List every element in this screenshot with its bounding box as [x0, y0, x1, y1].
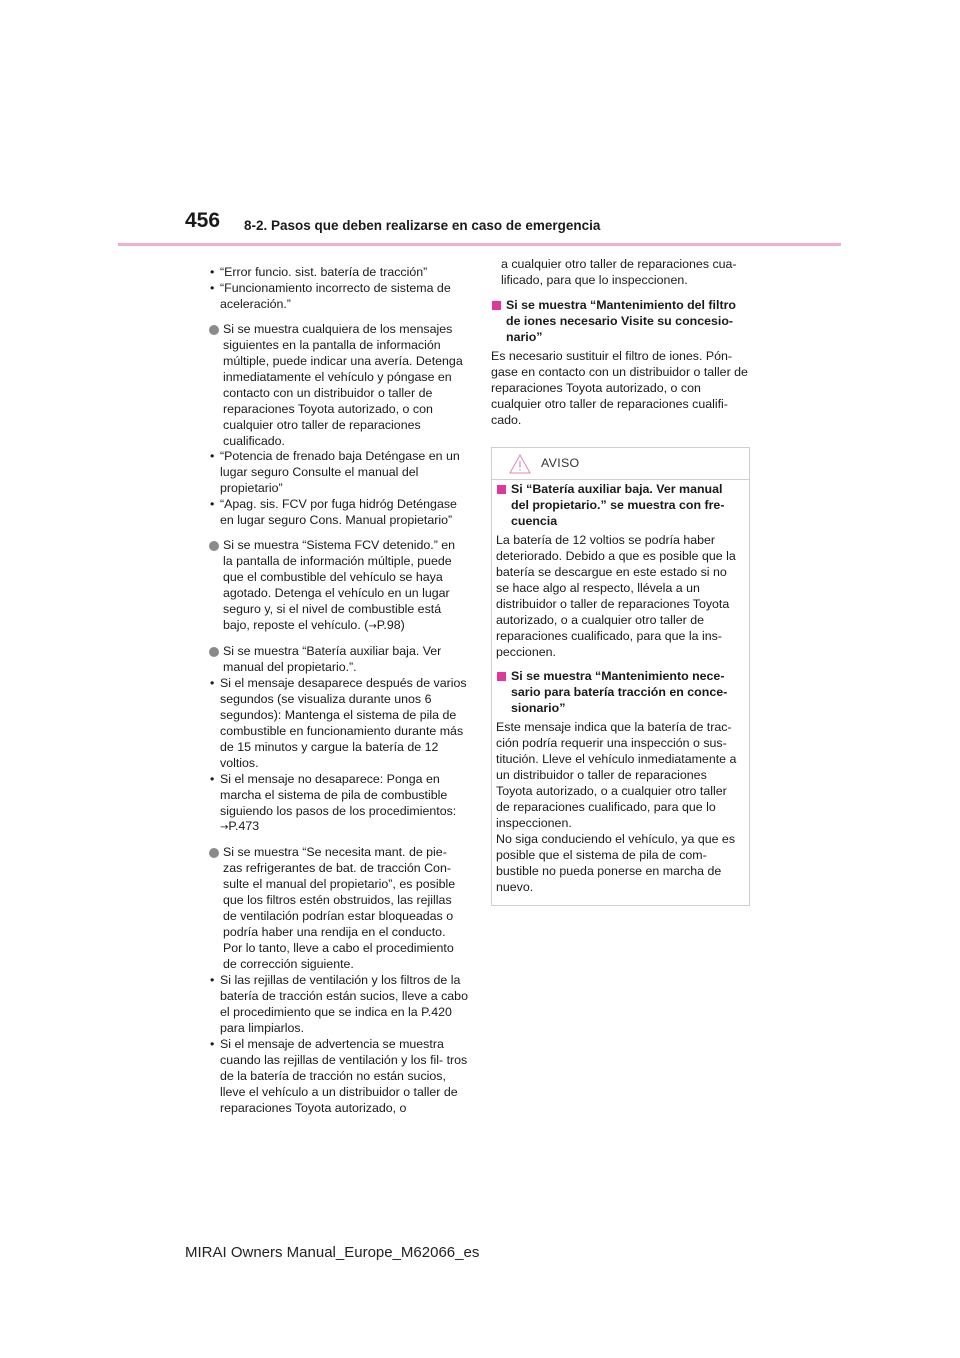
- notice-box: [491, 447, 750, 906]
- notice-title: AVISO: [541, 456, 580, 470]
- section-heading: [496, 669, 741, 717]
- circle-bullet-icon: [209, 848, 219, 858]
- block-text-main: Si se muestra “Sistema FCV detenido.” en la pantalla de información múltiple, puede que el combustible del vehículo se haya agotado. Detenga el vehículo en un lugar seguro y, si el nivel de combustible está bajo, reposte el vehículo. (: [223, 538, 456, 633]
- square-bullet-icon: [492, 301, 501, 310]
- square-bullet-icon: [497, 672, 506, 681]
- list-item: • “Apag. sis. FCV por fuga hidróg Deténgase en lugar seguro Cons. Manual propietario”: [210, 497, 468, 529]
- right-column: [491, 257, 753, 429]
- list-item: • Si el mensaje de advertencia se muestra cuando las rejillas de ventilación y los fil- tros de la batería de tracción no están sucios, lleve el vehículo a un distribuidor o taller de reparaciones Toyota autorizado, o: [210, 1037, 468, 1117]
- section-body: La batería de 12 voltios se podría haber deteriorado. Debido a que es posible que la batería se descargue en este estado si no se hace algo al respecto, llévela a un distribuidor o taller de reparaciones Toyota autorizado, o a cualquier otro taller de reparaciones cualificado, para que la ins- peccionen.: [496, 532, 736, 659]
- list-item: • “Error funcio. sist. batería de tracción”: [210, 265, 468, 281]
- notice-header: [492, 448, 749, 474]
- page-reference[interactable]: P.98: [376, 618, 401, 633]
- section-body: Es necesario sustituir el filtro de iones. Pón- gase en contacto con un distribuidor o taller de reparaciones Toyota autorizado, o con cualquier otro taller de reparaciones cualifi- cado.: [491, 348, 748, 427]
- page-reference[interactable]: P.473: [228, 819, 260, 834]
- header-rule: [118, 243, 841, 246]
- circle-block: [210, 538, 468, 635]
- circle-bullet-icon: [209, 325, 219, 335]
- warning-triangle-icon: [509, 454, 531, 474]
- section-body: No siga conduciendo el vehículo, ya que es posible que el sistema de pila de com- bustible no pueda ponerse en marcha de nuevo.: [496, 832, 736, 894]
- list-item: • Si el mensaje desaparece después de varios segundos (se visualiza durante unos 6 segundos): Mantenga el sistema de pila de combustible en funcionamiento durante más de 15 minutos y cargue la batería de 12 voltios.: [210, 676, 468, 772]
- continuation-text: a cualquier otro taller de reparaciones cua- lificado, para que lo inspeccionen.: [501, 257, 737, 287]
- notice-body: [496, 482, 741, 896]
- list-item: • “Potencia de frenado baja Deténgase en un lugar seguro Consulte el manual del propietario”: [210, 449, 468, 497]
- circle-bullet-icon: [209, 541, 219, 551]
- list-item: • “Funcionamiento incorrecto de sistema de aceleración.”: [210, 281, 468, 313]
- block-text: [223, 538, 468, 635]
- circle-block: [210, 644, 468, 676]
- square-bullet-icon: [497, 485, 506, 494]
- section-title: 8-2. Pasos que deben realizarse en caso de emergencia: [244, 218, 601, 233]
- notice-rule: [492, 479, 749, 480]
- block-text: Si se muestra cualquiera de los mensajes siguientes en la pantalla de información múltiple, puede indicar una avería. Detenga inmediatamente el vehículo y póngase en contacto con un distribuidor o taller de reparaciones Toyota autorizado, o con cualquier otro taller de reparaciones cualificado.: [223, 321, 463, 448]
- block-text-end: ): [400, 618, 405, 633]
- section-body: Este mensaje indica que la batería de trac- ción podría requerir una inspección o sus- titución. Lleve el vehículo inmediatamente a un distribuidor o taller de reparaciones Toyota autorizado, o a cualquier otro taller de reparaciones cualificado, para que lo inspeccionen.: [496, 720, 737, 831]
- heading-text: Si “Batería auxiliar baja. Ver manual del propietario.” se muestra con fre- cuencia: [511, 482, 725, 528]
- page-number: 456: [185, 209, 221, 232]
- circle-bullet-icon: [209, 647, 219, 657]
- list-item-text: Si el mensaje no desaparece: Ponga en marcha el sistema de pila de combustible siguiendo los pasos de los procedimientos:: [220, 771, 457, 818]
- right-arrow-icon: →: [368, 621, 377, 633]
- block-text: Si se muestra “Se necesita mant. de pie- zas refrigerantes de bat. de tracción Con- sulte el manual del propietario”, es posible que los filtros estén obstruidos, las rejillas de ventilación podrían estar bloqueadas o podría haber una rendija en el conducto. Por lo tanto, lleve a cabo el procedimiento de corrección siguiente.: [223, 845, 456, 972]
- heading-text: Si se muestra “Mantenimiento del filtro de iones necesario Visite su concesio- nario”: [506, 297, 736, 344]
- left-column: [210, 265, 468, 1117]
- list-item: • Si las rejillas de ventilación y los filtros de la batería de tracción están sucios, lleve a cabo el procedimiento que se indica en la P.420 para limpiarlos.: [210, 973, 468, 1037]
- heading-text: Si se muestra “Mantenimiento nece- sario para batería tracción en conce- sionario”: [511, 669, 728, 716]
- block-text: Si se muestra “Batería auxiliar baja. Ver manual del propietario.”.: [223, 643, 442, 674]
- circle-block: [210, 322, 468, 450]
- right-arrow-icon: →: [220, 822, 229, 834]
- section-heading: [491, 298, 753, 346]
- circle-block: [210, 845, 468, 973]
- section-heading: [496, 482, 741, 530]
- list-item: [210, 772, 468, 837]
- footer-text: MIRAI Owners Manual_Europe_M62066_es: [185, 1244, 480, 1261]
